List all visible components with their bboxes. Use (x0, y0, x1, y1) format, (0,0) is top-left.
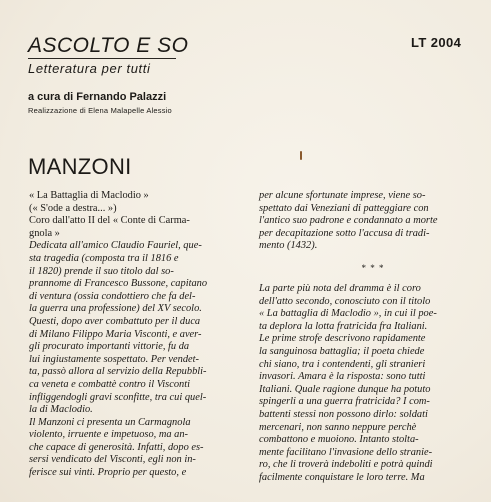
text-line: per decapitazione sotto l'accusa di tradi- (259, 227, 430, 239)
series-subtitle: Letteratura per tutti (28, 61, 151, 76)
text-line: sta tragedia (composta tra il 1816 e (29, 252, 179, 264)
text-line: mercenari, non sanno neppure perchè (259, 421, 417, 433)
right-column (259, 190, 477, 484)
text-line: spingerli a una guerra fratricida? I com- (259, 396, 430, 408)
text-line: ferisce sui vinti. Proprio per questo, e (29, 467, 187, 479)
text-line: per alcune sfortunate imprese, viene so- (259, 190, 426, 201)
text-line: « La battaglia di Maclodio », in cui il poe- (259, 308, 437, 320)
text-line: mento (1432). (259, 240, 318, 252)
text-line: « La Battaglia di Maclodio » (29, 190, 149, 201)
text-line: infliggendogli gravi sconfitte, tra cui quel- (29, 391, 207, 403)
text-line: mente facilitano l'invasione dello stranie- (259, 446, 433, 458)
section-separator: * * * (361, 262, 385, 273)
text-line: battenti stessi non possono dirlo: soldati (259, 408, 428, 420)
text-line: Le prime strofe descrivono rapidamente (259, 333, 426, 345)
text-line: prannome di Francesco Bussone, capitano (29, 278, 208, 290)
text-line: la di Maclodio. (29, 404, 93, 416)
text-line: che capace di generosità. Infatti, dopo es- (29, 441, 204, 453)
text-line: Dedicata all'amico Claudio Fauriel, que- (29, 240, 202, 252)
text-line: di Milano Filippo Maria Visconti, e aver- (29, 328, 202, 340)
catalog-code: LT 2004 (411, 35, 462, 50)
text-line: chi siano, tra i contendenti, gli stranieri (259, 358, 426, 370)
text-line: La parte più nota del dramma è il coro (259, 282, 421, 294)
text-line: sersi vendicato del Visconti, egli non in- (29, 454, 196, 466)
text-line: ro, che li troverà indeboliti e potrà quindi (259, 459, 433, 471)
text-line: Italiani. Quale ragione dunque ha potuto (259, 383, 431, 395)
text-line: dell'atto secondo, conosciuto con il titolo (259, 295, 431, 307)
title-underline (28, 58, 176, 59)
text-line: Coro dall'atto II del « Conte di Carma- (29, 215, 190, 227)
text-line: spettato dai Veneziani di patteggiare con (259, 202, 429, 214)
text-line: gnola » (29, 227, 60, 239)
curator-credit: a cura di Fernando Palazzi (28, 91, 167, 103)
text-line: gli procurato importanti vittorie, fu da (29, 341, 190, 353)
text-line: Il Manzoni ci presenta un Carmagnola (29, 416, 191, 428)
text-line: lui ingiustamente sospettato. Per vendet- (29, 353, 199, 365)
text-line: violento, irruente e impetuoso, ma an- (29, 429, 189, 441)
text-line: facilmente conquistare le loro terre. Ma (259, 471, 425, 483)
author-heading: MANZONI (28, 154, 132, 179)
text-line: di ventura (ossia condottiero che fa del- (29, 290, 196, 302)
text-line: la sanguinosa battaglia; il poeta chiede (259, 345, 425, 357)
intro-continuation (259, 190, 477, 253)
text-line: ca veneta e combattè contro il Visconti (29, 378, 191, 390)
text-line: ta, passò allora al servizio della Repubbli- (29, 366, 207, 378)
text-line: l'antico suo padrone e condannato a morte (259, 215, 438, 227)
text-line: la guerra una professione) del XV secolo. (29, 303, 202, 315)
production-credit: Realizzazione di Elena Malapelle Alessio (28, 106, 172, 115)
series-title: ASCOLTO E SO (28, 34, 189, 57)
chorus-commentary (259, 283, 477, 485)
ink-mark (300, 151, 302, 160)
text-line: invasori. Amara è la risposta: sono tutti (259, 371, 426, 383)
text-line: il 1820) prende il suo titolo dal so- (29, 265, 174, 277)
left-column (29, 190, 261, 480)
text-line: ta deplora la lotta fratricida fra Italiani. (259, 320, 428, 332)
text-line: combattono e muoiono. Intanto stolta- (259, 434, 419, 446)
text-line: (« S'ode a destra... ») (29, 202, 117, 214)
text-line: Questi, dopo aver combattuto per il duca (29, 315, 201, 327)
